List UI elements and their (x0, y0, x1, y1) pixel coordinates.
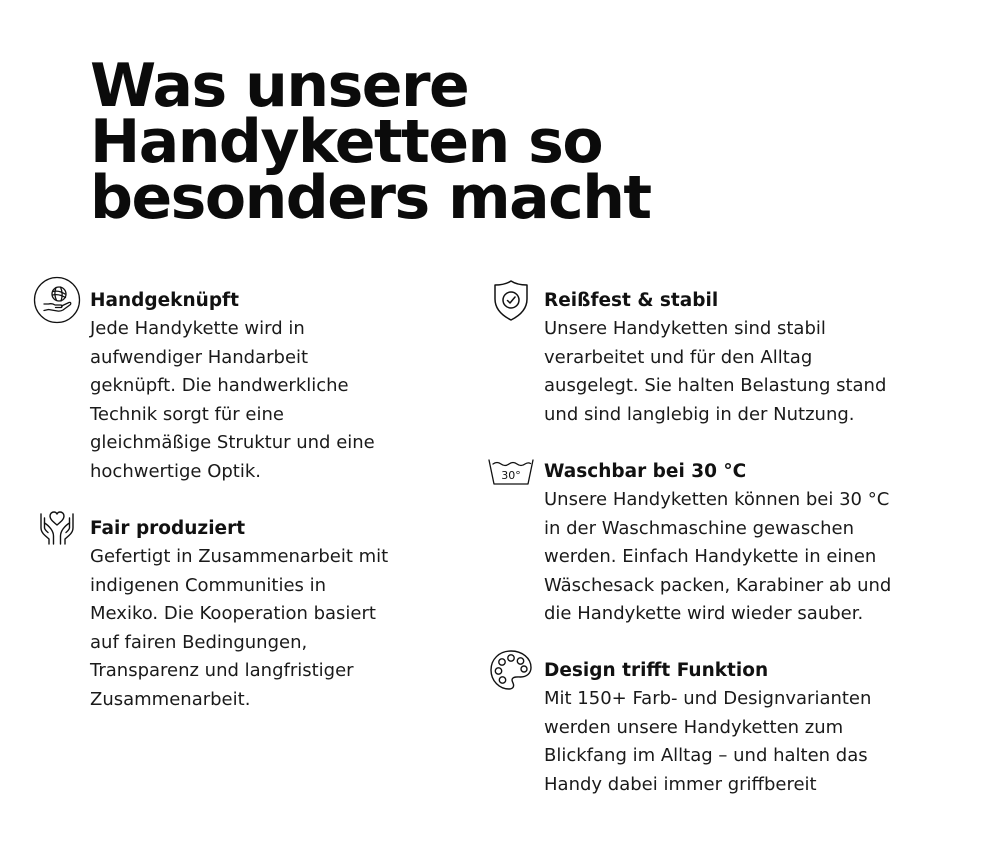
feature-description (544, 685, 954, 799)
description-line: Transparenz und langfristiger (90, 660, 354, 681)
feature-handgeknuepft (90, 287, 440, 486)
description-line: indigenen Communities in (90, 574, 327, 596)
feature-title: Reißfest & stabil (544, 290, 719, 311)
description-line: Mexiko. Die Kooperation basiert (90, 603, 376, 624)
page-title-line: Was unsere (90, 51, 469, 121)
description-line: die Handykette wird wieder sauber. (544, 603, 864, 624)
wash-30-icon (486, 446, 536, 496)
description-line: Handy dabei immer griffbereit (544, 773, 817, 795)
feature-design-funktion (544, 657, 954, 799)
description-line: Technik sorgt für eine (90, 403, 284, 425)
description-line: Mit 150+ Farb- und Designvarianten (544, 688, 872, 709)
feature-description (544, 486, 954, 629)
description-line: ausgelegt. Sie halten Belastung stand (544, 375, 887, 396)
description-line: werden unsere Handyketten zum (544, 716, 844, 738)
feature-description (544, 315, 954, 429)
description-line: verarbeitet und für den Alltag (544, 346, 813, 368)
page-title (90, 51, 950, 233)
shield-check-icon (486, 275, 536, 325)
feature-waschbar (501, 458, 954, 629)
feature-fair-produziert (90, 515, 445, 714)
description-line: Unsere Handyketten können bei 30 °C (544, 489, 890, 510)
description-line: werden. Einfach Handykette in einen (544, 546, 877, 567)
description-line: Blickfang im Alltag – und halten das (544, 745, 868, 766)
feature-description (90, 315, 440, 486)
heart-hands-icon (32, 503, 82, 553)
page-title-line: besonders macht (90, 163, 651, 233)
description-line: geknüpft. Die handwerkliche (90, 375, 349, 396)
description-line: auf fairen Bedingungen, (90, 631, 308, 653)
page-title-line: Handyketten so (90, 107, 603, 177)
wash-temperature-label: 30° (501, 469, 521, 482)
feature-description (90, 543, 445, 714)
description-line: hochwertige Optik. (90, 460, 261, 482)
description-line: gleichmäßige Struktur und eine (90, 432, 375, 453)
description-line: Wäschesack packen, Karabiner ab und (544, 574, 892, 596)
description-line: in der Waschmaschine gewaschen (544, 517, 854, 539)
description-line: aufwendiger Handarbeit (90, 346, 309, 368)
yarn-hand-icon (32, 275, 82, 325)
feature-title: Fair produziert (90, 518, 246, 539)
feature-title: Handgeknüpft (90, 290, 239, 311)
description-line: Zusammenarbeit. (90, 688, 251, 710)
palette-icon (486, 645, 536, 695)
description-line: und sind langlebig in der Nutzung. (544, 403, 855, 425)
feature-title: Waschbar bei 30 °C (544, 461, 747, 482)
description-line: Jede Handykette wird in (90, 318, 305, 339)
description-line: Unsere Handyketten sind stabil (544, 318, 826, 339)
feature-title: Design trifft Funktion (544, 660, 769, 681)
feature-reissfest-stabil (544, 287, 954, 429)
description-line: Gefertigt in Zusammenarbeit mit (90, 546, 389, 567)
